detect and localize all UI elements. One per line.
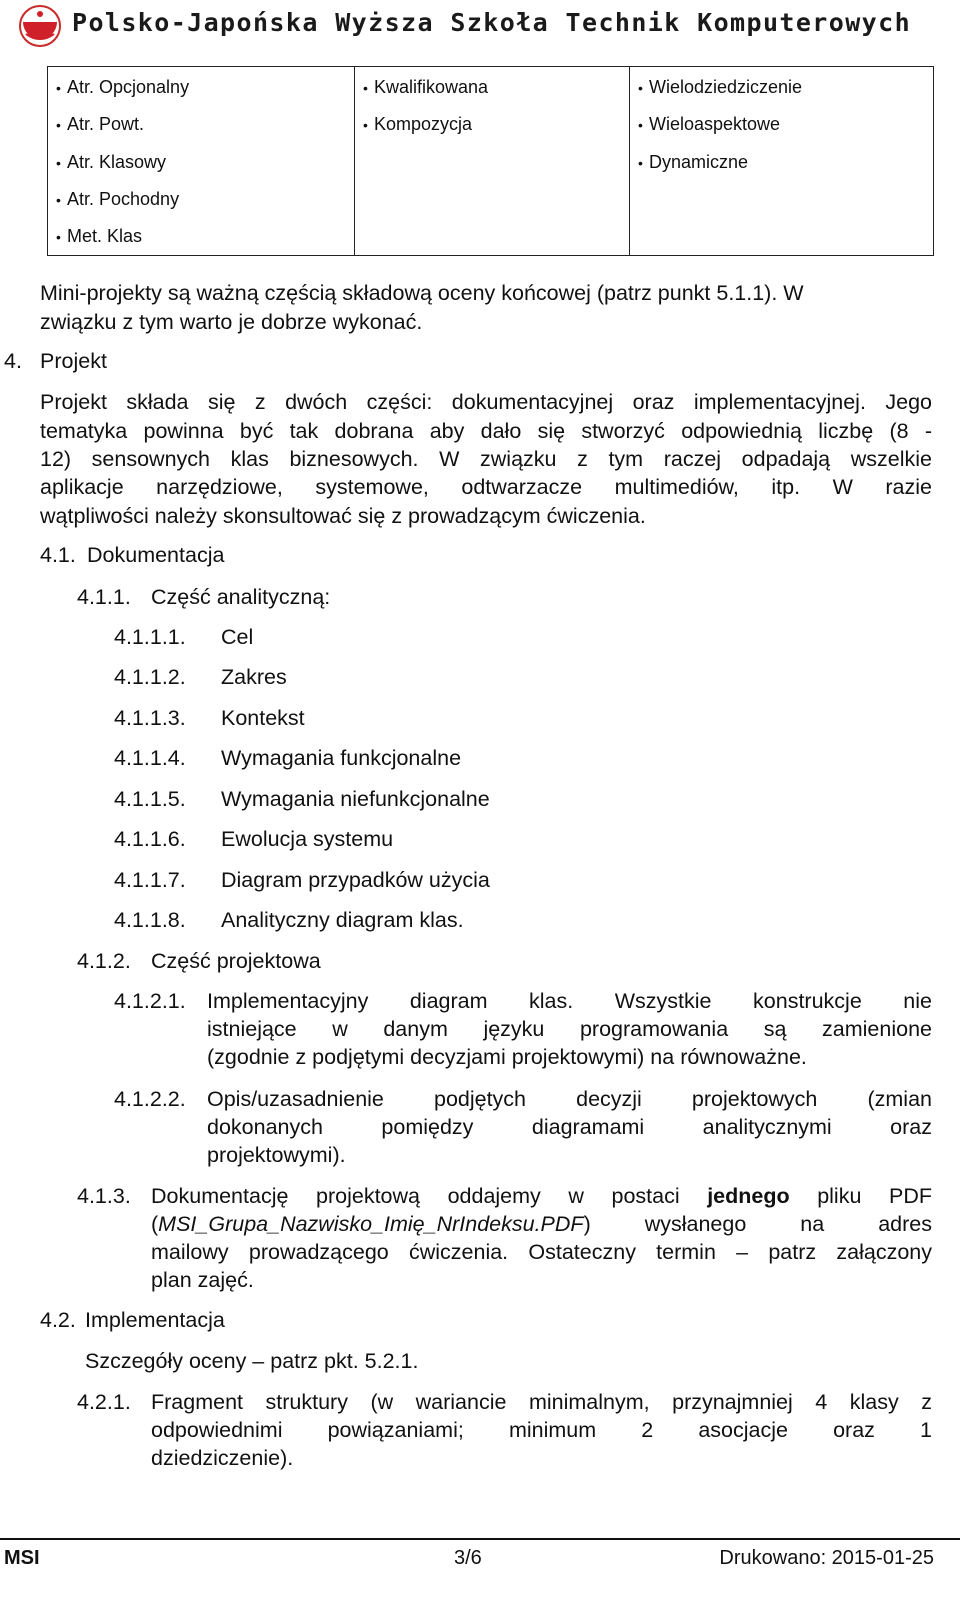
item-title: Ewolucja systemu bbox=[221, 827, 394, 851]
item-title: Cel bbox=[221, 625, 254, 649]
item-number: 4.1.1.3. bbox=[114, 706, 186, 730]
paragraph-line: plan zajęć. bbox=[151, 1268, 254, 1292]
table-column-1 bbox=[48, 67, 354, 255]
table-item: • Atr. Pochodny bbox=[56, 188, 180, 209]
item-number: 4.1.1.2. bbox=[114, 665, 186, 689]
features-table bbox=[47, 66, 934, 256]
paragraph-line: Szczegóły oceny – patrz pkt. 5.2.1. bbox=[85, 1349, 419, 1373]
section-title: Część projektowa bbox=[151, 949, 321, 973]
table-item: • Atr. Powt. bbox=[56, 114, 145, 135]
item-number: 4.1.1.5. bbox=[114, 787, 186, 811]
item-number: 4.1.1.8. bbox=[114, 908, 186, 932]
table-item: • Kwalifikowana bbox=[363, 77, 489, 97]
footer-print-date: Drukowano: 2015-01-25 bbox=[719, 1547, 934, 1569]
paragraph-line: (zgodnie z podjętymi decyzjami projektowymi) na równoważne. bbox=[207, 1045, 807, 1069]
paragraph-line: tematyka powinna być tak dobrana aby dało się stworzyć odpowiednią liczbę (8 - bbox=[40, 419, 932, 443]
footer-course: MSI bbox=[4, 1547, 40, 1569]
footer-page-number: 3/6 bbox=[454, 1547, 482, 1569]
section-title: Projekt bbox=[40, 349, 107, 373]
section-title: Dokumentacja bbox=[87, 543, 225, 567]
table-item: • Atr. Klasowy bbox=[56, 151, 167, 172]
section-number: 4.1.1. bbox=[77, 585, 131, 609]
item-title: Diagram przypadków użycia bbox=[221, 868, 490, 892]
table-item: • Met. Klas bbox=[56, 226, 143, 247]
section-number: 4.1. bbox=[40, 543, 76, 567]
paragraph-line: Projekt składa się z dwóch części: dokumentacyjnej oraz implementacyjnej. Jego bbox=[40, 390, 932, 414]
item-number: 4.1.1.7. bbox=[114, 868, 186, 892]
page-header bbox=[0, 0, 960, 52]
section-title: Implementacja bbox=[85, 1308, 225, 1332]
item-number: 4.1.2.1. bbox=[114, 989, 186, 1013]
table-column-2 bbox=[354, 67, 629, 255]
table-item: • Wielodziedziczenie bbox=[638, 77, 803, 97]
paragraph-line: aplikacje narzędziowe, systemowe, odtwarzacze multimediów, itp. W razie bbox=[40, 475, 932, 499]
section-number: 4.2. bbox=[40, 1308, 76, 1332]
paragraph-line: istniejące w danym języku programowania są zamienione bbox=[207, 1017, 932, 1041]
table-item: • Kompozycja bbox=[363, 114, 473, 135]
section-number: 4. bbox=[4, 349, 22, 373]
paragraph-line: mailowy prowadzącego ćwiczenia. Ostateczny termin – patrz załączony bbox=[151, 1240, 932, 1264]
item-number: 4.1.1.6. bbox=[114, 827, 186, 851]
paragraph-line: dokonanych pomiędzy diagramami analitycznymi oraz bbox=[207, 1115, 932, 1139]
paragraph-line: dziedziczenie). bbox=[151, 1446, 294, 1470]
section-title: Część analityczną: bbox=[151, 585, 331, 609]
section-number: 4.1.2. bbox=[77, 949, 131, 973]
item-number: 4.1.2.2. bbox=[114, 1087, 186, 1111]
paragraph-line: Fragment struktury (w wariancie minimalnym, przynajmniej 4 klasy z bbox=[151, 1390, 932, 1414]
university-logo bbox=[14, 4, 66, 48]
paragraph-line: Dokumentację projektową oddajemy w postaci jednego pliku PDF bbox=[151, 1184, 932, 1208]
paragraph-line: odpowiednimi powiązaniami; minimum 2 asocjacje oraz 1 bbox=[151, 1418, 932, 1442]
header-title: Polsko-Japońska Wyższa Szkoła Technik Komputerowych bbox=[72, 8, 912, 37]
table-column-3 bbox=[629, 67, 933, 255]
paragraph-line: wątpliwości należy skonsultować się z prowadzącym ćwiczenia. bbox=[40, 504, 646, 528]
paragraph-line: 12) sensownych klas biznesowych. W związku z tym raczej odpadają wszelkie bbox=[40, 447, 932, 471]
intro-line: związku z tym warto je dobrze wykonać. bbox=[40, 310, 423, 334]
paragraph-line: Implementacyjny diagram klas. Wszystkie konstrukcje nie bbox=[207, 989, 932, 1013]
item-title: Kontekst bbox=[221, 706, 305, 730]
item-title: Analityczny diagram klas. bbox=[221, 908, 464, 932]
paragraph-line: projektowymi). bbox=[207, 1143, 346, 1167]
item-number: 4.1.1.1. bbox=[114, 625, 186, 649]
item-title: Wymagania funkcjonalne bbox=[221, 746, 462, 770]
table-item: • Atr. Opcjonalny bbox=[56, 77, 190, 97]
intro-line: Mini-projekty są ważną częścią składową oceny końcowej (patrz punkt 5.1.1). W bbox=[40, 281, 804, 305]
item-number: 4.1.1.4. bbox=[114, 746, 186, 770]
table-item: • Wieloaspektowe bbox=[638, 114, 781, 135]
section-number: 4.2.1. bbox=[77, 1390, 131, 1414]
item-title: Zakres bbox=[221, 665, 287, 689]
paragraph-line: (MSI_Grupa_Nazwisko_Imię_NrIndeksu.PDF) wysłanego na adres bbox=[151, 1212, 932, 1236]
section-number: 4.1.3. bbox=[77, 1184, 131, 1208]
footer-divider bbox=[0, 1538, 960, 1540]
table-item: • Dynamiczne bbox=[638, 151, 749, 172]
paragraph-line: Opis/uzasadnienie podjętych decyzji projektowych (zmian bbox=[207, 1087, 932, 1111]
item-title: Wymagania niefunkcjonalne bbox=[221, 787, 490, 811]
